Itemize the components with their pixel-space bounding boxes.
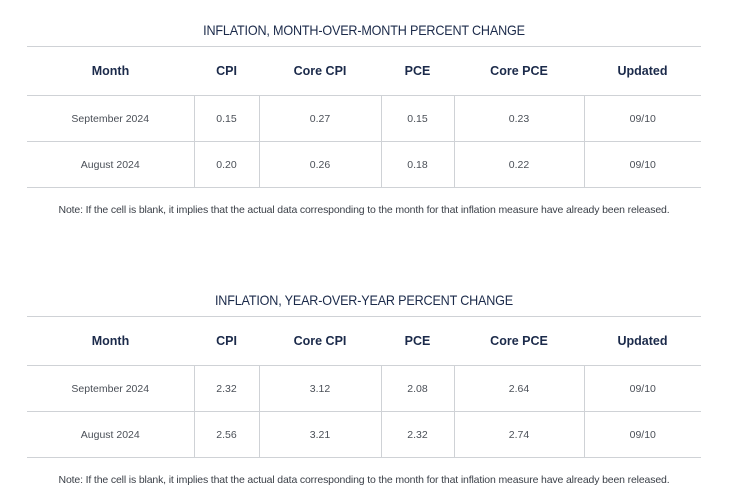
cell-core-cpi: 3.21	[259, 412, 381, 458]
cell-month: September 2024	[27, 96, 194, 142]
cell-core-pce: 2.74	[454, 412, 584, 458]
cell-pce: 0.18	[381, 142, 454, 188]
yoy-title: INFLATION, YEAR-OVER-YEAR PERCENT CHANGE	[214, 292, 514, 308]
column-header-updated: Updated	[617, 334, 668, 348]
mom-header-row	[27, 47, 701, 96]
column-header-updated: Updated	[617, 64, 668, 78]
cell-cpi: 0.20	[194, 142, 259, 188]
column-header-core-cpi: Core CPI	[293, 334, 347, 348]
cell-pce: 2.32	[381, 412, 454, 458]
table-row	[27, 142, 701, 188]
column-header-cpi: CPI	[216, 334, 237, 348]
yoy-note: Note: If the cell is blank, it implies that the actual data corresponding to the month for that inflation measure have already been released.	[58, 474, 670, 486]
mom-title: INFLATION, MONTH-OVER-MONTH PERCENT CHANGE	[203, 22, 525, 38]
cell-cpi: 2.32	[194, 366, 259, 412]
yoy-header-row	[27, 317, 701, 366]
column-header-pce: PCE	[404, 64, 431, 78]
mom-table	[27, 46, 701, 188]
cell-month: August 2024	[27, 412, 194, 458]
cell-cpi: 2.56	[194, 412, 259, 458]
cell-core-cpi: 0.26	[259, 142, 381, 188]
column-header-cpi: CPI	[216, 64, 237, 78]
yoy-section	[27, 292, 701, 486]
column-header-core-pce: Core PCE	[490, 334, 548, 348]
mom-section	[27, 22, 701, 216]
cell-updated: 09/10	[584, 96, 701, 142]
column-header-core-pce: Core PCE	[490, 64, 548, 78]
column-header-pce: PCE	[404, 334, 431, 348]
cell-updated: 09/10	[584, 366, 701, 412]
cell-month: September 2024	[27, 366, 194, 412]
table-row	[27, 96, 701, 142]
cell-updated: 09/10	[584, 142, 701, 188]
cell-core-pce: 2.64	[454, 366, 584, 412]
cell-core-cpi: 3.12	[259, 366, 381, 412]
cell-core-pce: 0.23	[454, 96, 584, 142]
column-header-core-cpi: Core CPI	[293, 64, 347, 78]
cell-pce: 2.08	[381, 366, 454, 412]
table-row	[27, 412, 701, 458]
cell-updated: 09/10	[584, 412, 701, 458]
column-header-month: Month	[91, 64, 130, 78]
table-row	[27, 366, 701, 412]
cell-core-pce: 0.22	[454, 142, 584, 188]
cell-cpi: 0.15	[194, 96, 259, 142]
cell-month: August 2024	[27, 142, 194, 188]
yoy-table	[27, 316, 701, 458]
cell-pce: 0.15	[381, 96, 454, 142]
mom-note: Note: If the cell is blank, it implies that the actual data corresponding to the month for that inflation measure have already been released.	[58, 204, 670, 216]
cell-core-cpi: 0.27	[259, 96, 381, 142]
column-header-month: Month	[91, 334, 130, 348]
